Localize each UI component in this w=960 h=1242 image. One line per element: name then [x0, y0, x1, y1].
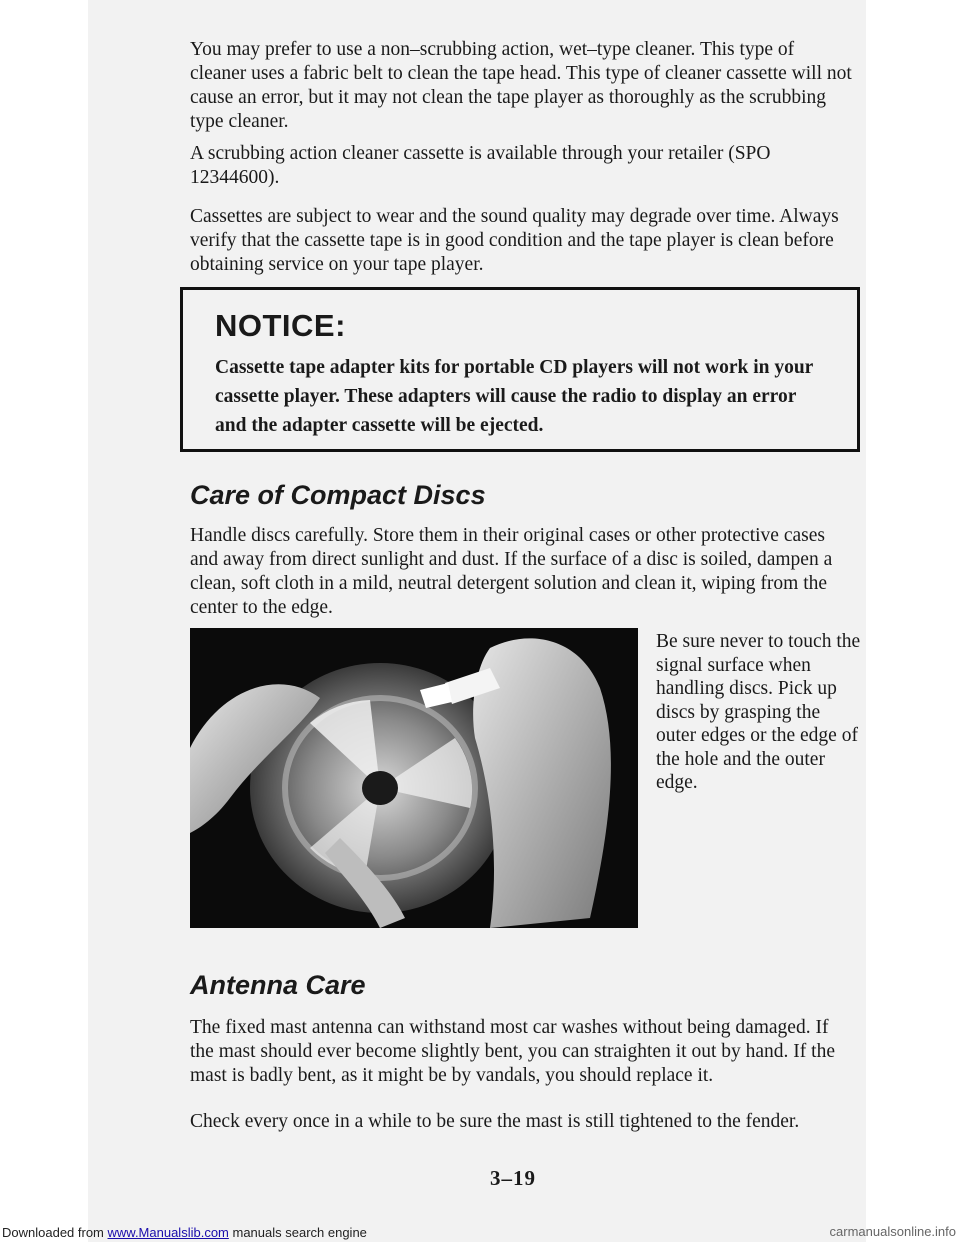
- footer-suffix: manuals search engine: [228, 1225, 367, 1240]
- photo-hands-holding-disc: [190, 628, 638, 928]
- paragraph-fixed-mast: The fixed mast antenna can withstand most car washes without being damaged. If the mast should ever become slightly bent, you can straighten it out by hand. If the mast is badly bent, as it might be by vandals, you should replace it.: [190, 1017, 835, 1086]
- heading-antenna-care: Antenna Care: [190, 970, 366, 1000]
- heading-care-of-compact-discs: Care of Compact Discs: [190, 480, 486, 510]
- paragraph-scrubbing-cleaner: A scrubbing action cleaner cassette is available through your retailer (SPO 12344600).: [190, 143, 771, 188]
- manualslib-link[interactable]: www.Manualslib.com: [107, 1225, 229, 1240]
- left-margin: [0, 0, 88, 1242]
- paragraph-cassette-wear: Cassettes are subject to wear and the sound quality may degrade over time. Always verify that the cassette tape is in good condition and the tape player is clean before obtaining service on your tape player.: [190, 206, 839, 275]
- notice-body: Cassette tape adapter kits for portable CD players will not work in your cassette player. These adapters will cause the radio to display an error and the adapter cassette will be ejected.: [215, 357, 813, 436]
- paragraph-wet-cleaner: You may prefer to use a non–scrubbing action, wet–type cleaner. This type of cleaner uses a fabric belt to clean the tape head. This type of cleaner cassette will not cause an error, but it may not clean the tape player as thoroughly as the scrubbing type cleaner.: [190, 39, 852, 132]
- notice-box: [180, 287, 860, 452]
- side-text-signal-surface: Be sure never to touch the signal surface when handling discs. Pick up discs by grasping the outer edges or the edge of the hole and the outer edge.: [656, 631, 861, 793]
- footer-prefix: Downloaded from: [2, 1225, 108, 1240]
- page-number: 3–19: [490, 1166, 536, 1190]
- watermark-text: carmanualsonline.info: [829, 1224, 956, 1239]
- footer-source: [2, 1225, 367, 1240]
- paragraph-handle-discs: Handle discs carefully. Store them in their original cases or other protective cases and away from direct sunlight and dust. If the surface of a disc is soiled, dampen a clean, soft cloth in a mild, neutral detergent solution and clean it, wiping from the center to the edge.: [190, 525, 833, 618]
- notice-title: NOTICE:: [215, 308, 346, 343]
- download-footer: [0, 1224, 960, 1242]
- paragraph-check-mast: Check every once in a while to be sure the mast is still tightened to the fender.: [190, 1111, 800, 1132]
- disc-photo-illustration: [190, 628, 638, 928]
